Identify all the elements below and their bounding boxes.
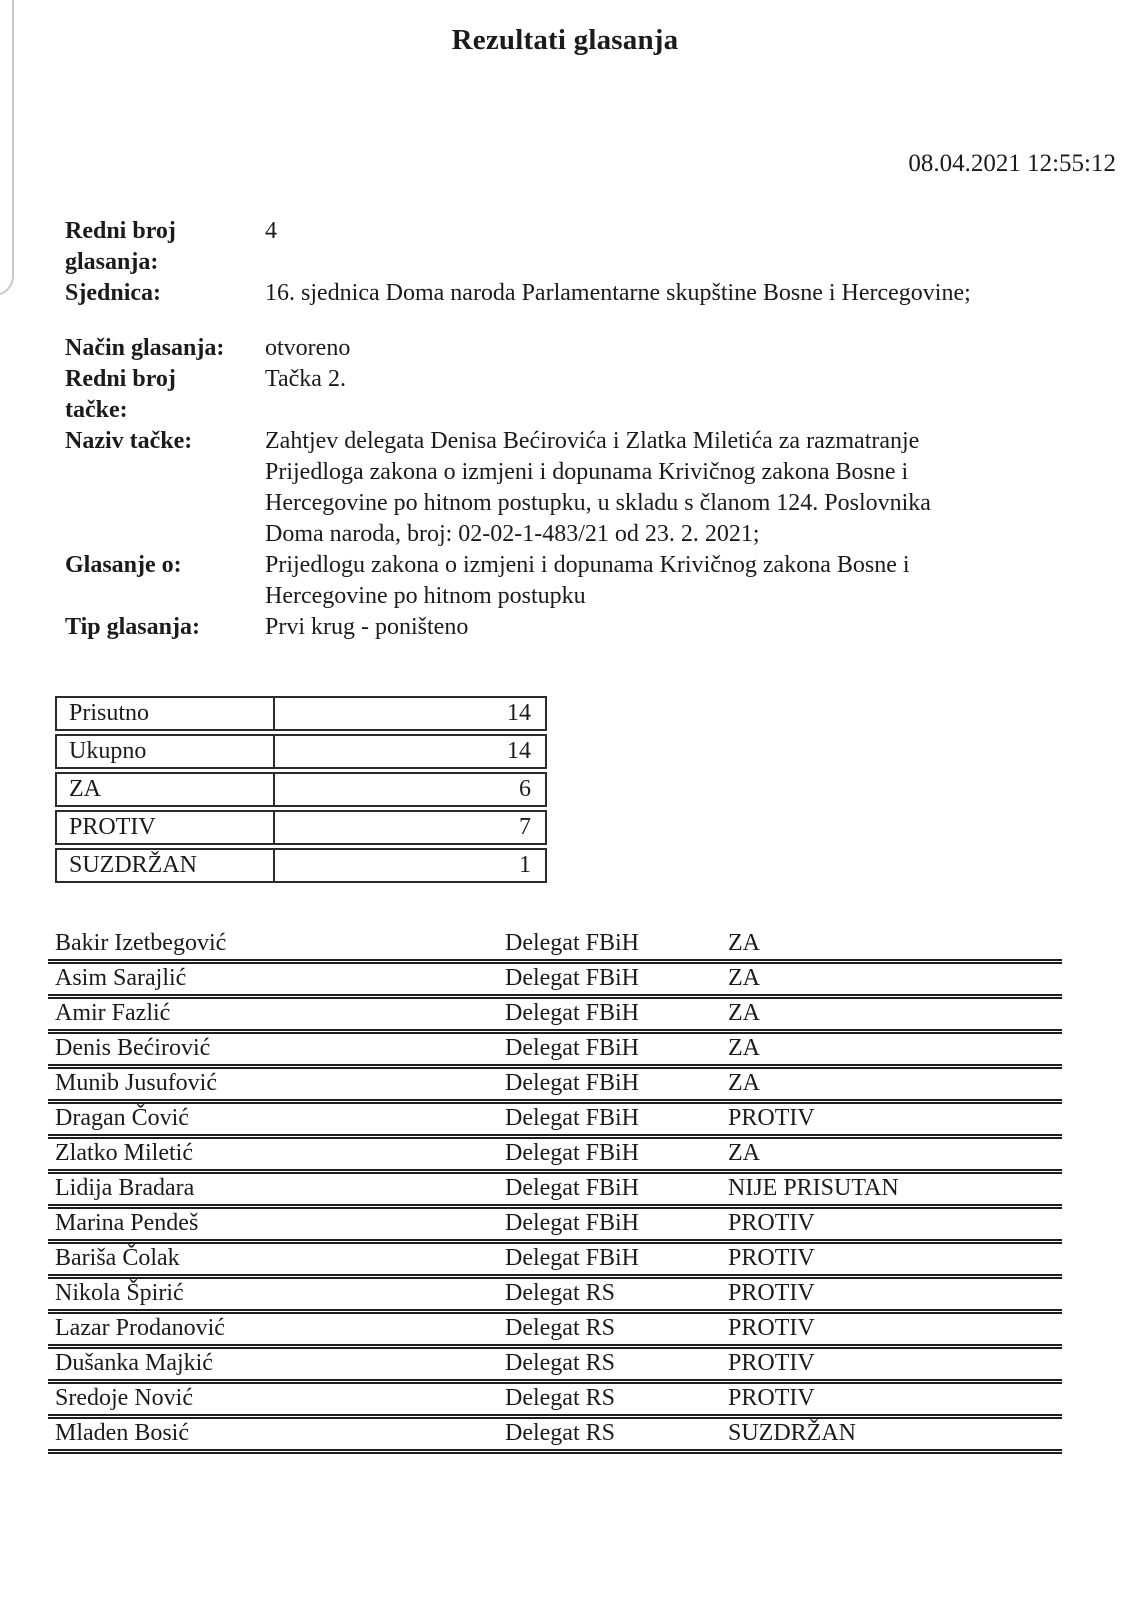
delegate-name: Zlatko Miletić (55, 1140, 193, 1166)
field-value: 4 (265, 218, 277, 244)
summary-row (55, 772, 547, 807)
delegate-name: Mladen Bosić (55, 1420, 189, 1446)
summary-value: 14 (275, 734, 547, 769)
delegate-name: Bariša Čolak (55, 1245, 180, 1271)
delegate-vote: ZA (728, 1140, 760, 1166)
delegate-group: Delegat RS (505, 1315, 615, 1341)
delegate-name: Dragan Čović (55, 1105, 189, 1131)
field-label: Način glasanja: (65, 335, 225, 361)
field-label: Sjednica: (65, 280, 161, 306)
delegate-row (48, 1384, 1062, 1419)
field-row (65, 612, 1070, 643)
field-label: Tip glasanja: (65, 614, 200, 640)
summary-label: SUZDRŽAN (55, 848, 275, 883)
delegate-vote: PROTIV (728, 1385, 815, 1411)
delegate-row (48, 1069, 1062, 1104)
delegate-row (48, 1349, 1062, 1384)
summary-label: PROTIV (55, 810, 275, 845)
delegate-name: Denis Bećirović (55, 1035, 211, 1061)
delegate-row (48, 1244, 1062, 1279)
delegate-name: Sredoje Nović (55, 1385, 193, 1411)
delegate-row (48, 1209, 1062, 1244)
delegate-row (48, 999, 1062, 1034)
summary-label: Ukupno (55, 734, 275, 769)
delegate-group: Delegat FBiH (505, 1175, 639, 1201)
field-value: Tačka 2. (265, 366, 346, 392)
field-label: Redni broj tačke: (65, 366, 176, 423)
delegate-group: Delegat RS (505, 1385, 615, 1411)
summary-value: 1 (275, 848, 547, 883)
delegate-group: Delegat FBiH (505, 1000, 639, 1026)
summary-row (55, 734, 547, 769)
delegate-vote: ZA (728, 1035, 760, 1061)
summary-value: 6 (275, 772, 547, 807)
delegate-name: Asim Sarajlić (55, 965, 187, 991)
delegate-name: Marina Pendeš (55, 1210, 199, 1236)
delegate-group: Delegat FBiH (505, 1105, 639, 1131)
field-value: Zahtjev delegata Denisa Bećirovića i Zlatka Miletića za razmatranje Prijedloga zakona o izmjeni i dopunama Krivičnog zakona Bosne i Hercegovine po hitnom postupku, u skladu s članom 124. Poslovnika Doma naroda, broj: 02-02-1-483/21 od 23. 2. 2021; (265, 428, 931, 547)
field-label: Glasanje o: (65, 552, 182, 578)
delegate-vote: ZA (728, 930, 760, 956)
summary-label: ZA (55, 772, 275, 807)
delegate-vote: ZA (728, 1070, 760, 1096)
vote-summary-table (55, 696, 547, 886)
delegate-name: Nikola Špirić (55, 1280, 184, 1306)
field-row (65, 364, 1070, 426)
delegate-name: Lazar Prodanović (55, 1315, 225, 1341)
metadata-fields (65, 216, 1070, 643)
delegate-row (48, 1174, 1062, 1209)
delegate-group: Delegat FBiH (505, 1245, 639, 1271)
summary-row (55, 848, 547, 883)
delegate-group: Delegat FBiH (505, 1070, 639, 1096)
delegate-vote: ZA (728, 1000, 760, 1026)
delegate-name: Lidija Bradara (55, 1175, 195, 1201)
delegate-group: Delegat RS (505, 1280, 615, 1306)
timestamp: 08.04.2021 12:55:12 (908, 150, 1116, 177)
delegate-row (48, 1034, 1062, 1069)
page-title: Rezultati glasanja (451, 24, 679, 56)
delegate-row (48, 1279, 1062, 1314)
field-row (65, 550, 1070, 612)
field-value: 16. sjednica Doma naroda Parlamentarne skupštine Bosne i Hercegovine; (265, 280, 971, 306)
field-row (65, 426, 1070, 550)
delegate-row (48, 964, 1062, 999)
delegate-row (48, 929, 1062, 964)
summary-label: Prisutno (55, 696, 275, 731)
summary-row (55, 696, 547, 731)
summary-row (55, 810, 547, 845)
delegate-vote: PROTIV (728, 1105, 815, 1131)
delegate-name: Dušanka Majkić (55, 1350, 213, 1376)
field-value: otvoreno (265, 335, 351, 361)
delegate-group: Delegat RS (505, 1350, 615, 1376)
field-row (65, 278, 1070, 309)
delegate-vote: PROTIV (728, 1245, 815, 1271)
delegate-group: Delegat FBiH (505, 1035, 639, 1061)
delegate-name: Bakir Izetbegović (55, 930, 227, 956)
delegate-votes-table (48, 929, 1062, 1454)
delegate-group: Delegat FBiH (505, 965, 639, 991)
summary-value: 7 (275, 810, 547, 845)
delegate-name: Munib Jusufović (55, 1070, 217, 1096)
delegate-row (48, 1104, 1062, 1139)
delegate-group: Delegat FBiH (505, 930, 639, 956)
field-row (65, 216, 1070, 278)
field-value: Prvi krug - poništeno (265, 614, 469, 640)
field-label: Redni broj glasanja: (65, 218, 176, 275)
delegate-vote: PROTIV (728, 1350, 815, 1376)
delegate-vote: PROTIV (728, 1210, 815, 1236)
delegate-vote: PROTIV (728, 1315, 815, 1341)
delegate-row (48, 1314, 1062, 1349)
delegate-vote: NIJE PRISUTAN (728, 1175, 899, 1201)
summary-value: 14 (275, 696, 547, 731)
delegate-vote: SUZDRŽAN (728, 1420, 857, 1446)
delegate-row (48, 1139, 1062, 1174)
field-value: Prijedlogu zakona o izmjeni i dopunama Krivičnog zakona Bosne i Hercegovine po hitnom postupku (265, 552, 910, 609)
delegate-group: Delegat FBiH (505, 1140, 639, 1166)
field-row (65, 333, 1070, 364)
delegate-name: Amir Fazlić (55, 1000, 171, 1026)
delegate-row (48, 1419, 1062, 1454)
delegate-group: Delegat RS (505, 1420, 615, 1446)
delegate-vote: ZA (728, 965, 760, 991)
delegate-vote: PROTIV (728, 1280, 815, 1306)
delegate-group: Delegat FBiH (505, 1210, 639, 1236)
field-label: Naziv tačke: (65, 428, 193, 454)
